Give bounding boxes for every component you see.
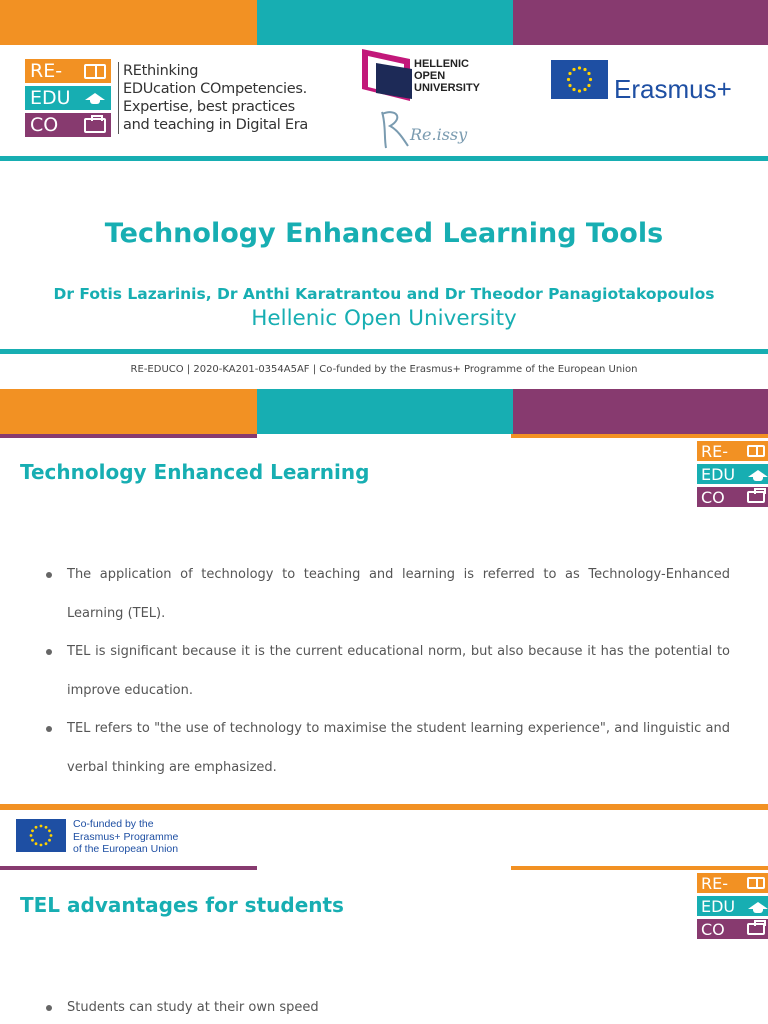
svg-text:Re.issy: Re.issy bbox=[410, 125, 468, 144]
graduation-cap-icon bbox=[747, 900, 765, 912]
hou-name: HELLENIC OPEN UNIVERSITY bbox=[414, 58, 481, 94]
list-item: TEL refers to "the use of technology to maximise the student learning experience", and linguistic and verbal thinking are emphasized. bbox=[47, 710, 730, 787]
logo-row-edu: EDU bbox=[30, 87, 71, 109]
graduation-cap-icon bbox=[84, 91, 106, 106]
slide-heading: TEL advantages for students bbox=[20, 893, 344, 917]
project-footnote: RE-EDUCO | 2020-KA201-0354A5AF | Co-funded by the Erasmus+ Programme of the European Union bbox=[130, 364, 638, 375]
list-item: Students can study at their own speed bbox=[47, 989, 730, 1024]
bullet-list bbox=[47, 989, 730, 1024]
briefcase-icon bbox=[747, 491, 765, 503]
institution: Hellenic Open University bbox=[251, 306, 517, 331]
briefcase-icon bbox=[747, 923, 765, 935]
authors: Dr Fotis Lazarinis, Dr Anthi Karatrantou and Dr Theodor Panagiotakopoulos bbox=[53, 285, 715, 303]
book-icon bbox=[747, 877, 765, 889]
list-item: TEL is significant because it is the current educational norm, but also because it has the potential to improve education. bbox=[47, 633, 730, 710]
book-icon bbox=[84, 64, 106, 79]
book-icon bbox=[747, 445, 765, 457]
hellenic-open-university-logo-icon bbox=[360, 47, 412, 105]
divider-line bbox=[0, 156, 768, 161]
slide-separator-band bbox=[0, 389, 768, 434]
logo-row-co: CO bbox=[30, 114, 59, 136]
list-item: The application of technology to teaching and learning is referred to as Technology-Enhanced Learning (TEL). bbox=[47, 556, 730, 633]
accent-line bbox=[511, 434, 768, 438]
eu-flag-icon bbox=[551, 60, 608, 99]
logo-row-re: RE- bbox=[30, 60, 63, 82]
re-educo-logo-small: RE- EDU CO bbox=[697, 441, 768, 507]
graduation-cap-icon bbox=[747, 468, 765, 480]
project-tagline: REthinking EDUcation COmpetencies. Expertise, best practices and teaching in Digital Era bbox=[118, 62, 308, 134]
erasmus-plus-label: Erasmus+ bbox=[614, 74, 732, 104]
co-funded-statement: Co-funded by the Erasmus+ Programme of the European Union bbox=[73, 818, 179, 855]
accent-line bbox=[0, 434, 257, 438]
briefcase-icon bbox=[84, 118, 106, 133]
re-educo-logo-small: RE- EDU CO bbox=[697, 873, 768, 939]
accent-line bbox=[511, 866, 768, 870]
top-color-band bbox=[0, 0, 768, 45]
reissy-logo-icon bbox=[376, 104, 486, 154]
accent-line bbox=[0, 866, 257, 870]
presentation-title: Technology Enhanced Learning Tools bbox=[104, 218, 664, 249]
eu-flag-icon bbox=[16, 819, 66, 852]
divider-line bbox=[0, 349, 768, 354]
accent-line bbox=[0, 804, 768, 810]
bullet-list bbox=[47, 556, 730, 787]
re-educo-logo bbox=[25, 59, 111, 137]
slide-heading: Technology Enhanced Learning bbox=[20, 460, 370, 484]
